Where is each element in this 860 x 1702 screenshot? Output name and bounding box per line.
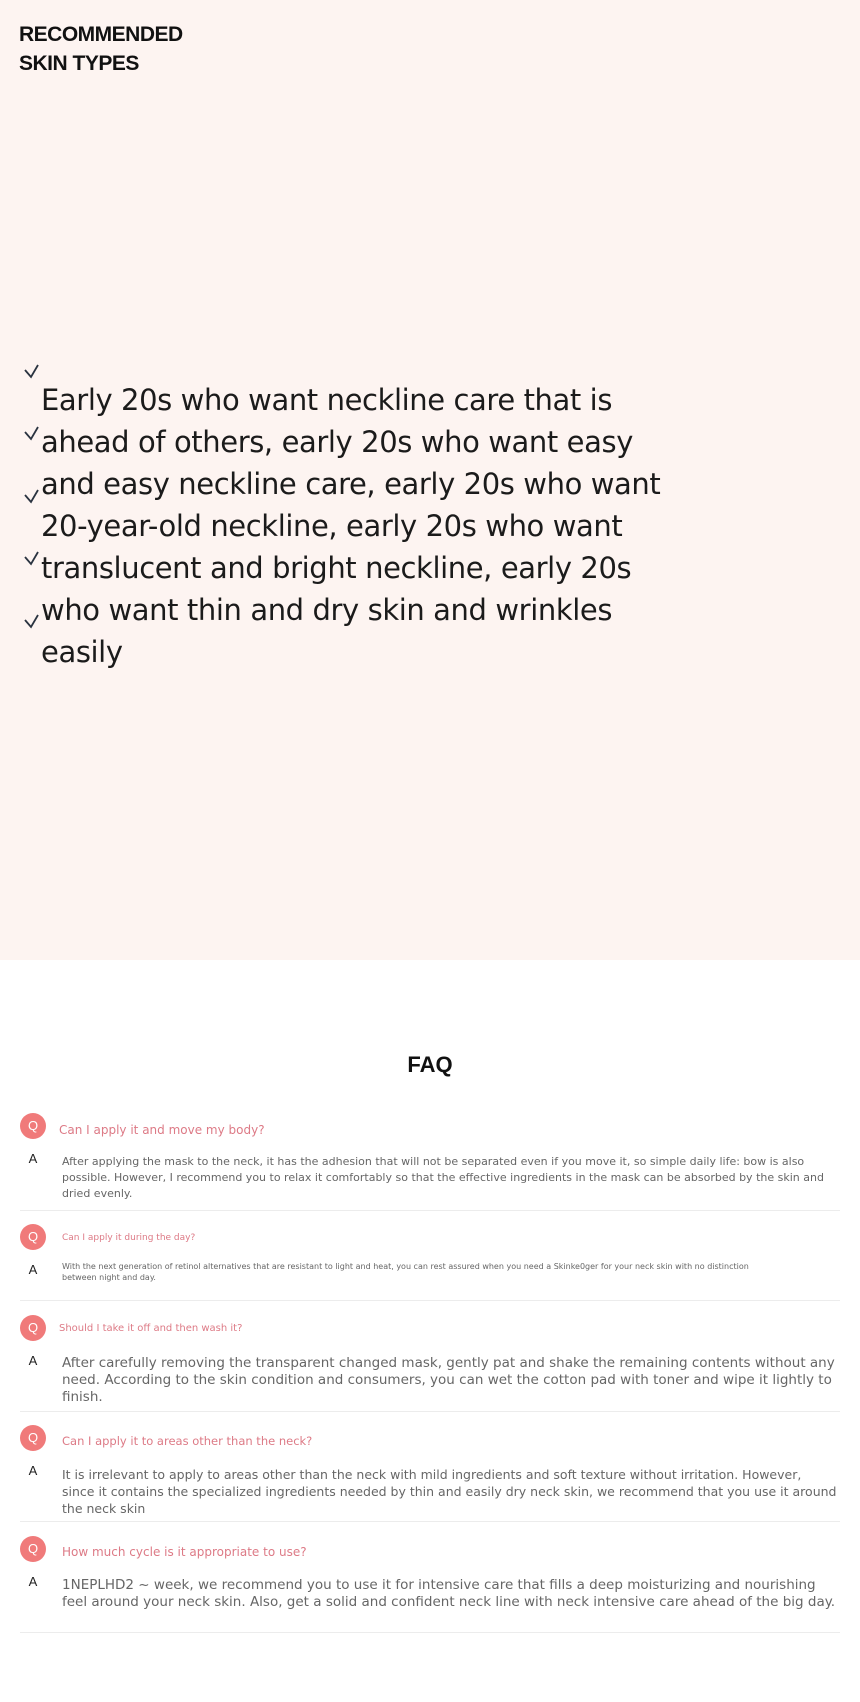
answer-badge: A bbox=[20, 1257, 46, 1283]
answer-badge: A bbox=[20, 1348, 46, 1374]
check-icon bbox=[22, 424, 42, 444]
faq-answer: After applying the mask to the neck, it has the adhesion that will not be separated even if you move it, so simple daily life: bow is also possible. However, I recommend you to relax it comfortably so that the effective ingredients in the mask can be absorbed by the skin and dried evenly. bbox=[62, 1155, 824, 1200]
check-icon bbox=[22, 612, 42, 632]
recommended-title-line2: SKIN TYPES bbox=[19, 52, 139, 75]
faq-answer: 1NEPLHD2 ~ week, we recommend you to use it for intensive care that fills a deep moisturizing and nourishing feel around your neck skin. Also, get a solid and confident neck line with neck intensive care ahead of the big day. bbox=[62, 1577, 836, 1610]
recommended-title-line1: RECOMMENDED bbox=[19, 23, 183, 46]
check-icon bbox=[22, 549, 42, 569]
answer-badge: A bbox=[20, 1458, 46, 1484]
answer-badge: A bbox=[20, 1569, 46, 1595]
question-badge: Q bbox=[20, 1224, 46, 1250]
question-badge: Q bbox=[20, 1536, 46, 1562]
recommended-description: Early 20s who want neckline care that is ahead of others, early 20s who want easy and easy neckline care, early 20s who want 20-year-old neckline, early 20s who want translucent and bright neckline, early 20s who want thin and dry skin and wrinkles easily bbox=[41, 383, 661, 669]
check-icon bbox=[22, 487, 42, 507]
faq-question[interactable]: Should I take it off and then wash it? bbox=[59, 1323, 243, 1334]
faq-title: FAQ bbox=[407, 1052, 453, 1077]
faq-question[interactable]: Can I apply it during the day? bbox=[62, 1233, 196, 1243]
faq-item bbox=[20, 1315, 840, 1412]
faq-item bbox=[20, 1425, 840, 1522]
faq-question[interactable]: Can I apply it to areas other than the neck? bbox=[62, 1434, 313, 1448]
check-icon bbox=[22, 362, 42, 382]
faq-answer: It is irrelevant to apply to areas other than the neck with mild ingredients and soft texture without irritation. However, since it contains the specialized ingredients needed by thin and easily dry neck skin, we recommend that you use it around the neck skin bbox=[62, 1467, 837, 1516]
faq-item bbox=[20, 1224, 840, 1301]
faq-answer: After carefully removing the transparent changed mask, gently pat and shake the remaining contents without any need. According to the skin condition and consumers, you can wet the cotton pad with toner and wipe it lightly to finish. bbox=[62, 1355, 835, 1405]
faq-question[interactable]: How much cycle is it appropriate to use? bbox=[62, 1545, 307, 1559]
question-badge: Q bbox=[20, 1315, 46, 1341]
faq-item bbox=[20, 1536, 840, 1633]
question-badge: Q bbox=[20, 1425, 46, 1451]
faq-item bbox=[20, 1113, 840, 1211]
recommended-title bbox=[19, 20, 183, 78]
faq-answer: With the next generation of retinol alternatives that are resistant to light and heat, you can rest assured when you need a Skinke0ger for your neck skin with no distinction between night and day. bbox=[62, 1262, 749, 1282]
faq-question[interactable]: Can I apply it and move my body? bbox=[59, 1123, 265, 1137]
answer-badge: A bbox=[20, 1146, 46, 1172]
question-badge: Q bbox=[20, 1113, 46, 1139]
